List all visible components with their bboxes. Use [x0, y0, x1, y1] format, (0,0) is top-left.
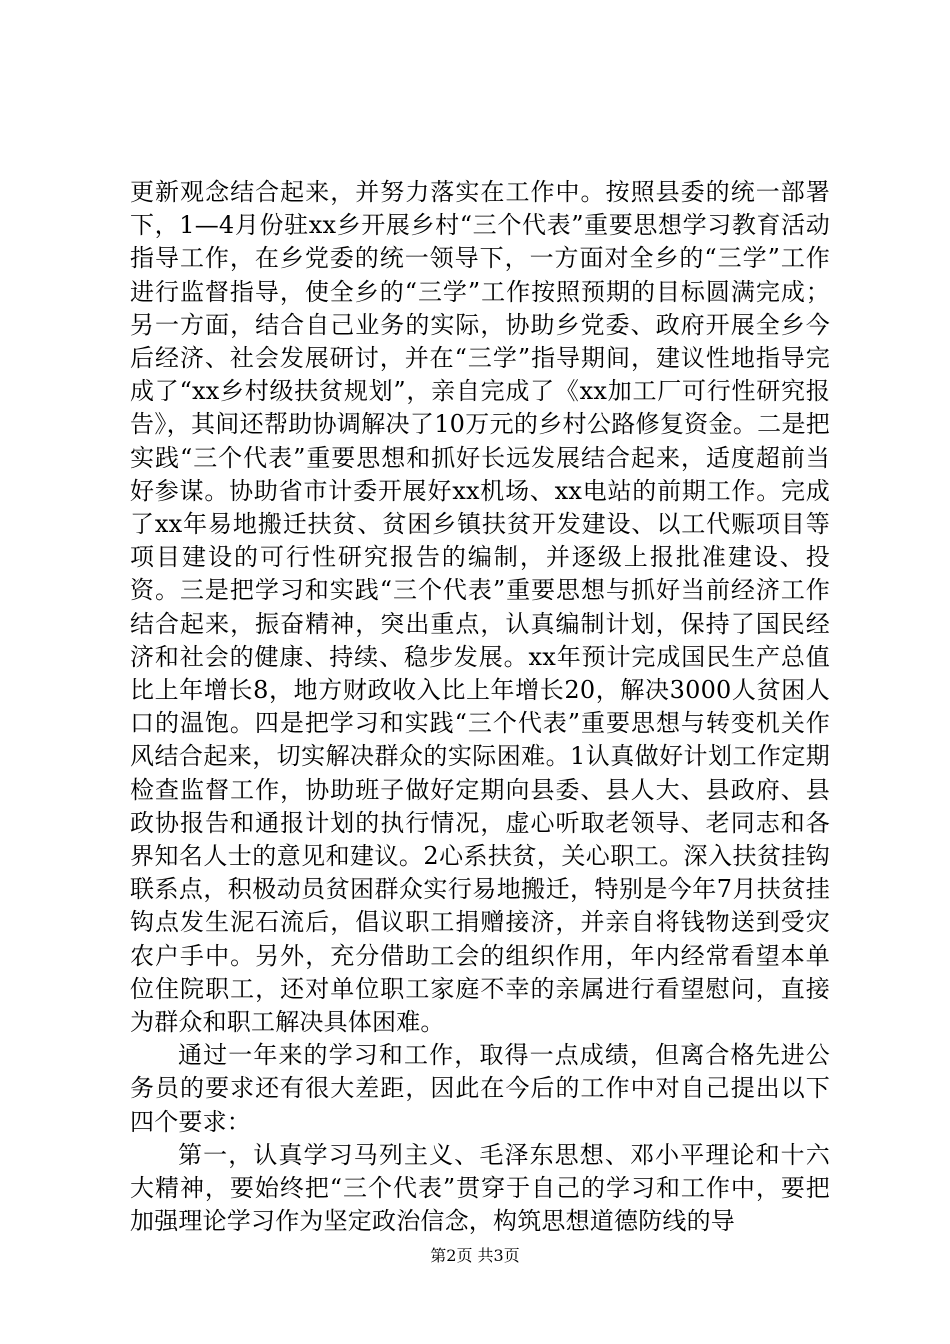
- document-body: [130, 176, 830, 1239]
- paragraph-first-requirement: 第一，认真学习马列主义、毛泽东思想、邓小平理论和十六大精神，要始终把“三个代表”贯穿于自己的学习和工作中，要把加强理论学习作为坚定政治信念，构筑思想道德防线的导: [130, 1140, 830, 1236]
- paragraph-continuation: 更新观念结合起来，并努力落实在工作中。按照县委的统一部署下，1—4月份驻xx乡开展乡村“三个代表”重要思想学习教育活动指导工作，在乡党委的统一领导下，一方面对全乡的“三学”工作进行监督指导，使全乡的“三学”工作按照预期的目标圆满完成；另一方面，结合自己业务的实际，协助乡党委、政府开展全乡今后经济、社会发展研讨，并在“三学”指导期间，建议性地指导完成了“xx乡村级扶贫规划”，亲自完成了《xx加工厂可行性研究报告》，其间还帮助协调解决了10万元的乡村公路修复资金。二是把实践“三个代表”重要思想和抓好长远发展结合起来，适度超前当好参谋。协助省市计委开展好xx机场、xx电站的前期工作。完成了xx年易地搬迁扶贫、贫困乡镇扶贫开发建设、以工代赈项目等项目建设的可行性研究报告的编制，并逐级上报批准建设、投资。三是把学习和实践“三个代表”重要思想与抓好当前经济工作结合起来，振奋精神，突出重点，认真编制计划，保持了国民经济和社会的健康、持续、稳步发展。xx年预计完成国民生产总值比上年增长8，地方财政收入比上年增长20，解决3000人贫困人口的温饱。四是把学习和实践“三个代表”重要思想与转变机关作风结合起来，切实解决群众的实际困难。1认真做好计划工作定期检查监督工作，协助班子做好定期向县委、县人大、县政府、县政协报告和通报计划的执行情况，虚心听取老领导、老同志和各界知名人士的意见和建议。2心系扶贫，关心职工。深入扶贫挂钩联系点，积极动员贫困群众实行易地搬迁，特别是今年7月扶贫挂钩点发生泥石流后，倡议职工捐赠接济，并亲自将钱物送到受灾农户手中。另外，充分借助工会的组织作用，年内经常看望本单位住院职工，还对单位职工家庭不幸的亲属进行看望慰问，直接为群众和职工解决具体困难。: [130, 178, 830, 1037]
- page-number-footer: 第2页 共3页: [430, 1246, 520, 1265]
- paragraph-summary: 通过一年来的学习和工作，取得一点成绩，但离合格先进公务员的要求还有很大差距，因此在今后的工作中对自己提出以下四个要求：: [130, 1041, 830, 1136]
